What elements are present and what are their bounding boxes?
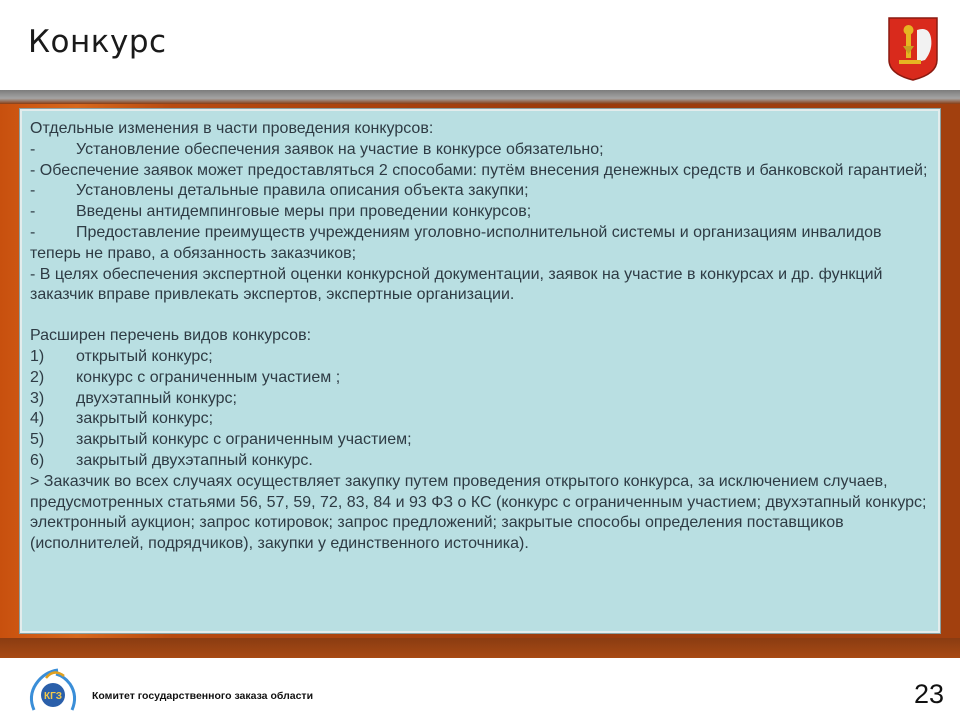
page-number: 23 xyxy=(914,679,945,709)
paragraph-text: Установление обеспечения заявок на участие в конкурсе обязательно; xyxy=(76,140,604,158)
content-paragraph xyxy=(30,161,930,182)
list-marker: 1) xyxy=(30,347,45,365)
paragraph-text: - В целях обеспечения экспертной оценки конкурсной документации, заявок на участие в конкурсах и др. функций заказчик вправе привлекать экспертов, экспертные организации. xyxy=(30,265,883,304)
content-paragraph xyxy=(30,451,930,472)
content-paragraph xyxy=(30,409,930,430)
paragraph-text: Введены антидемпинговые меры при проведении конкурсов; xyxy=(76,203,532,221)
list-marker: 5) xyxy=(30,431,45,449)
coat-of-arms-icon xyxy=(887,16,939,82)
paragraph-text: открытый конкурс; xyxy=(76,347,213,365)
content-paragraph xyxy=(30,347,930,368)
organization-name: Комитет государственного заказа области xyxy=(92,690,314,702)
content-paragraph xyxy=(30,368,930,389)
paragraph-text: закрытый двухэтапный конкурс. xyxy=(76,451,313,469)
list-marker: 6) xyxy=(30,451,45,469)
list-marker: 4) xyxy=(30,410,45,428)
band-bottom-edge xyxy=(0,638,960,658)
list-marker: 2) xyxy=(30,368,45,386)
paragraph-text: двухэтапный конкурс; xyxy=(76,389,237,407)
content-paragraph xyxy=(30,181,930,202)
content-paragraph xyxy=(30,326,930,347)
paragraph-spacer xyxy=(30,306,930,326)
content-paragraph xyxy=(30,202,930,223)
paragraph-text: Отдельные изменения в части проведения конкурсов: xyxy=(30,120,434,137)
paragraph-text: конкурс с ограниченным участием ; xyxy=(76,368,341,386)
paragraph-text: закрытый конкурс с ограниченным участием; xyxy=(76,431,412,449)
paragraph-text: > Заказчик во всех случаях осуществляет закупку путем проведения открытого конкурса, за исключением случаев, предусмотренных статьями 56, 57, 59, 72, 83, 84 и 93 ФЗ о КС (конкурс с ограниченным участием; двухэтапный конкурс; электронный аукцион; запрос котировок; запрос предложений; закрытые способы определения поставщиков (исполнителей, подрядчиков), закупки у единственного источника). xyxy=(30,472,927,553)
content-paragraph xyxy=(30,265,930,307)
paragraph-text: - Обеспечение заявок может предоставляться 2 способами: путём внесения денежных средств и банковской гарантией; xyxy=(30,161,928,179)
slide-footer xyxy=(0,658,960,720)
slide-header xyxy=(0,0,960,90)
content-paragraph xyxy=(30,119,930,140)
content-box xyxy=(20,109,940,633)
paragraph-text: закрытый конкурс; xyxy=(76,410,214,428)
content-paragraph xyxy=(30,472,930,555)
content-paragraph xyxy=(30,430,930,451)
paragraph-text: Установлены детальные правила описания объекта закупки; xyxy=(76,182,529,200)
list-marker: - xyxy=(30,223,36,241)
content-paragraph xyxy=(30,389,930,410)
list-marker: - xyxy=(30,140,36,158)
list-marker: - xyxy=(30,203,36,221)
list-marker: - xyxy=(30,182,36,200)
content-paragraph xyxy=(30,140,930,161)
band-top-edge xyxy=(0,90,960,104)
slide-title: Конкурс xyxy=(28,24,167,60)
paragraph-text: Предоставление преимуществ учреждениям уголовно-исполнительной системы и организациям инвалидов теперь не право, а обязанность заказчиков; xyxy=(30,223,882,262)
committee-logo-icon xyxy=(24,666,82,714)
paragraph-text: Расширен перечень видов конкурсов: xyxy=(30,327,312,345)
logo-text: КГЗ xyxy=(43,691,63,702)
content-paragraph xyxy=(30,223,930,265)
list-marker: 3) xyxy=(30,389,45,407)
